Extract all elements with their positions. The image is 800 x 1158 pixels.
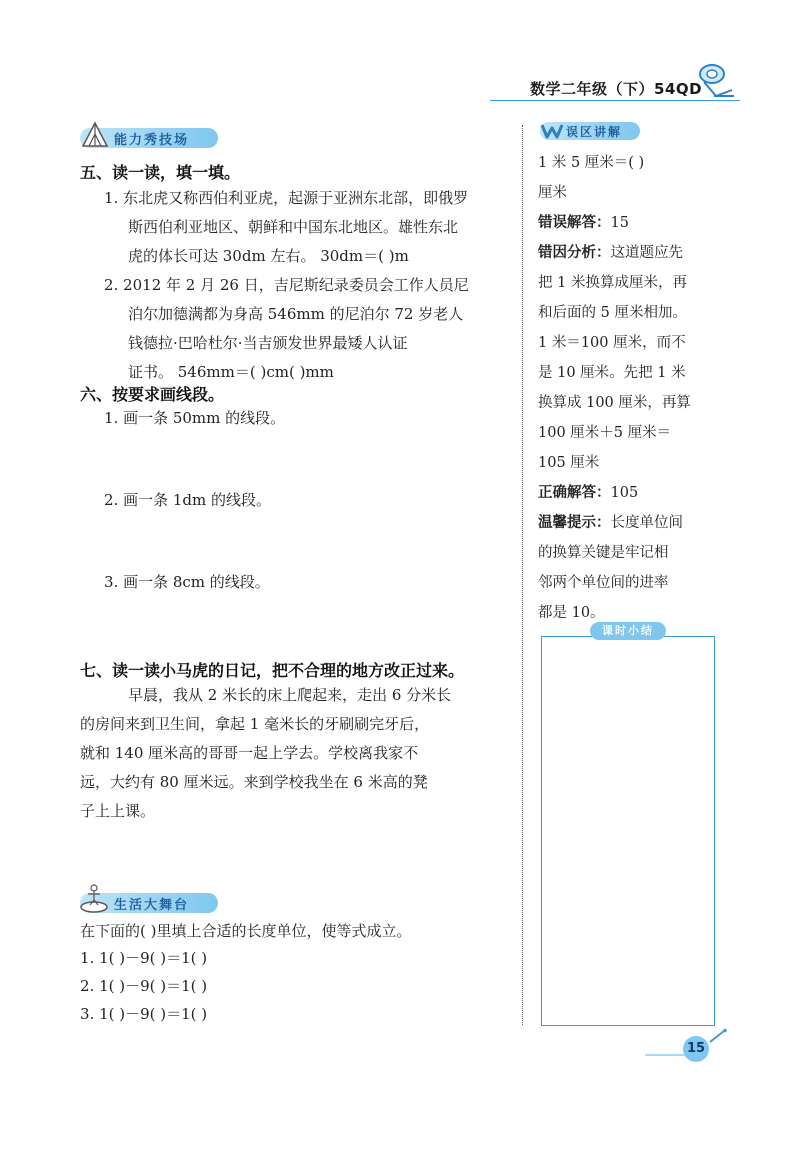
q5-line: 2. 2012 年 2 月 26 日，吉尼斯纪录委员会工作人员尼: [104, 276, 469, 294]
page-number: 15: [683, 1036, 709, 1062]
q7-heading: 七、读一读小马虎的日记，把不合理的地方改正过来。: [80, 661, 465, 680]
reason-line: [538, 238, 728, 268]
pen-icon: [708, 1028, 728, 1044]
reason-line: 把 1 米换算成厘米，再: [538, 275, 687, 291]
tip-line: 邻两个单位间的进率: [538, 575, 669, 591]
correct-answer-label: 正确解答：: [538, 485, 611, 501]
sidebar-question-line: 1 米 5 厘米＝( ): [538, 155, 645, 171]
q5-line: 虎的体长可达 30dm 左右。 30dm＝( )m: [128, 247, 409, 265]
life-item-3: 3. 1( )－9( )＝1( ): [80, 1005, 208, 1023]
banner-label: 生活大舞台: [114, 897, 190, 913]
q5-line: 1. 东北虎又称西伯利亚虎，起源于亚洲东北部，即俄罗: [104, 189, 469, 207]
summary-tag: 课时小结: [590, 622, 666, 640]
life-intro: 在下面的( )里填上合适的长度单位，使等式成立。: [80, 922, 412, 940]
stage-icon: [78, 880, 110, 914]
sidebar-title: 误区讲解: [566, 124, 623, 139]
reason-label: 错因分析：: [538, 245, 611, 261]
sidebar-content: [538, 148, 728, 628]
correct-answer-value: 105: [610, 485, 639, 501]
w-logo-icon: [540, 122, 564, 140]
tip-line: [538, 508, 728, 538]
q7-line: 早晨，我从 2 米长的床上爬起来，走出 6 分米长: [128, 686, 452, 704]
reason-line: 100 厘米＋5 厘米＝: [538, 425, 672, 441]
q7-line: 远，大约有 80 厘米远。来到学校我坐在 6 米高的凳: [80, 773, 428, 791]
wrong-answer: [538, 208, 728, 238]
q7-line: 子上上课。: [80, 802, 156, 820]
wrong-answer-value: 15: [610, 215, 629, 231]
reason-line: 是 10 厘米。先把 1 米: [538, 365, 686, 381]
reason-line: 换算成 100 厘米，再算: [538, 395, 691, 411]
q6-heading: 六、按要求画线段。: [80, 385, 225, 404]
life-item-1: 1. 1( )－9( )＝1( ): [80, 949, 208, 967]
q5-heading: 五、读一读，填一填。: [80, 163, 241, 182]
summary-box: [541, 636, 715, 1026]
tip-label: 温馨提示：: [538, 515, 611, 531]
correct-answer: [538, 478, 728, 508]
q6-item-2: 2. 画一条 1dm 的线段。: [104, 491, 271, 509]
header-rule: [490, 100, 740, 101]
tent-icon: [80, 120, 110, 150]
reason-text: 这道题应先: [610, 245, 683, 261]
q5-line: 钱德拉·巴哈杜尔·当吉颁发世界最矮人认证: [128, 334, 408, 352]
sidebar-question-line: 厘米: [538, 185, 567, 201]
q7-line: 的房间来到卫生间，拿起 1 毫米长的牙刷刷完牙后，: [80, 715, 430, 733]
q5-body: [104, 184, 524, 387]
wrong-answer-label: 错误解答：: [538, 215, 611, 231]
q6-item-3: 3. 画一条 8cm 的线段。: [104, 573, 270, 591]
q5-line: 泊尔加德满都为身高 546mm 的尼泊尔 72 岁老人: [128, 305, 464, 323]
reason-line: 105 厘米: [538, 455, 600, 471]
tip-line: 都是 10。: [538, 605, 605, 621]
q7-line: 就和 140 厘米高的哥哥一起上学去。学校离我家不: [80, 744, 419, 762]
banner-label: 能力秀技场: [114, 132, 190, 148]
q5-line: 证书。 546mm＝( )cm( )mm: [128, 363, 334, 381]
reason-line: 和后面的 5 厘米相加。: [538, 305, 687, 321]
life-item-2: 2. 1( )－9( )＝1( ): [80, 977, 208, 995]
q7-body: [80, 681, 520, 826]
tip-line: 的换算关键是牢记相: [538, 545, 669, 561]
q5-line: 斯西伯利亚地区、朝鲜和中国东北地区。雄性东北: [128, 218, 459, 236]
q6-item-1: 1. 画一条 50mm 的线段。: [104, 409, 286, 427]
book-title: 数学二年级（下）54QD: [530, 80, 703, 98]
page-swoosh: [645, 1054, 685, 1056]
reason-line: 1 米＝100 厘米，而不: [538, 335, 686, 351]
tip-text: 长度单位间: [610, 515, 683, 531]
telescope-icon: [690, 56, 740, 104]
